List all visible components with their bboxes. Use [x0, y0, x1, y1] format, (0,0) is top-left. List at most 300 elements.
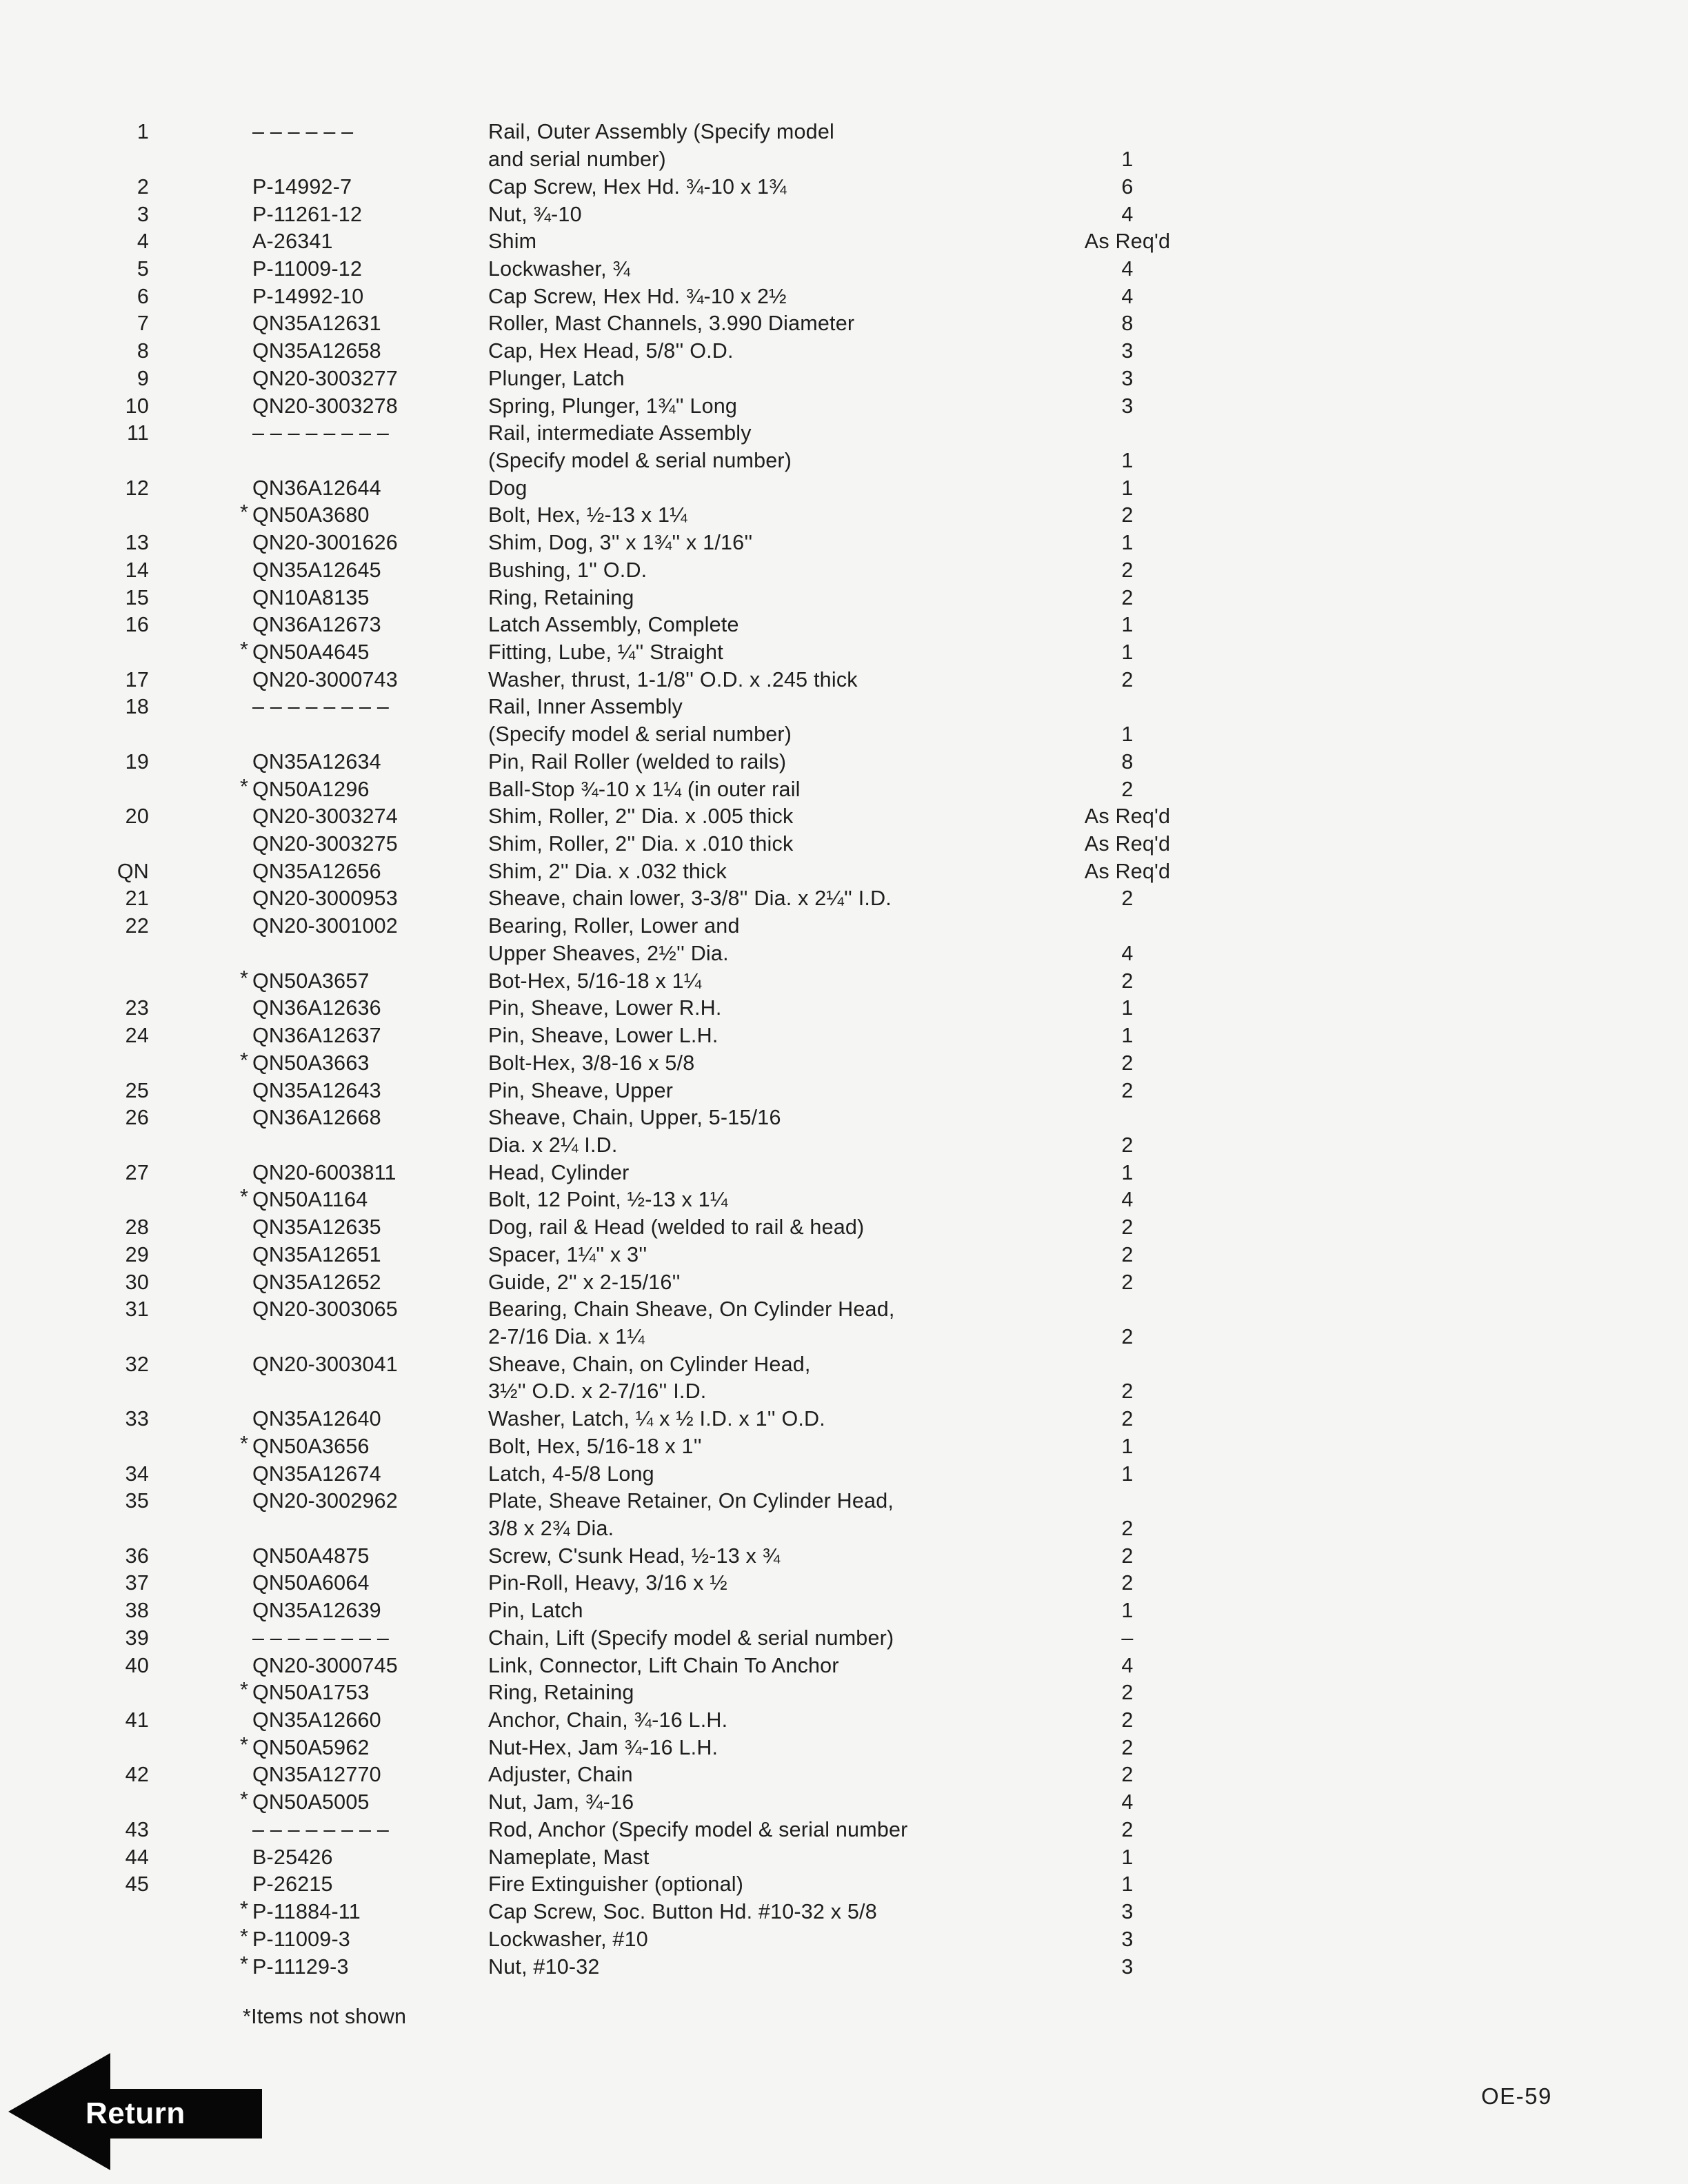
cell-quantity: 3 [1121, 1927, 1134, 1951]
cell-part-number [252, 750, 483, 774]
cell-quantity: 1 [1121, 476, 1134, 500]
cell-description: Fitting, Lube, ¼'' Straight [488, 640, 723, 665]
cell-item-number: 7 [137, 312, 149, 336]
part-number-text: QN50A4645 [252, 640, 370, 665]
cell-quantity: 2 [1121, 585, 1134, 609]
cell-item-number: 33 [125, 1407, 149, 1431]
part-number-text: A-26341 [252, 230, 333, 254]
table-row [0, 365, 1196, 392]
cell-description: Dog, rail & Head (welded to rail & head) [488, 1215, 865, 1240]
not-shown-star-marker: * [240, 1788, 249, 1812]
cell-item-number: 4 [137, 230, 149, 254]
cell-quantity: 1 [1121, 531, 1134, 555]
cell-part-number [252, 1215, 483, 1240]
table-row [0, 1022, 1196, 1050]
cell-item-number: 18 [125, 695, 149, 719]
cell-description: Bolt, 12 Point, ½-13 x 1¼ [488, 1188, 728, 1212]
not-shown-star-marker: * [240, 1952, 249, 1976]
cell-item-number: 37 [125, 1571, 149, 1595]
table-row [0, 1159, 1196, 1186]
cell-description: Dia. x 2¼ I.D. [488, 1133, 618, 1157]
cell-part-number [240, 501, 483, 527]
table-row [0, 173, 1196, 201]
cell-item-number: 29 [125, 1242, 149, 1266]
cell-quantity: 1 [1121, 722, 1134, 747]
part-number-text: P-26215 [252, 1872, 333, 1897]
cell-description: Pin, Sheave, Lower R.H. [488, 996, 722, 1020]
cell-part-number [252, 1271, 483, 1295]
table-row [0, 1324, 1196, 1351]
cell-quantity: 4 [1121, 1188, 1134, 1212]
return-button[interactable] [8, 2053, 262, 2170]
cell-part-number [252, 1353, 483, 1377]
cell-part-number [252, 914, 483, 938]
table-row [0, 256, 1196, 283]
cell-description: Bearing, Chain Sheave, On Cylinder Head, [488, 1297, 895, 1322]
cell-item-number: 23 [125, 996, 149, 1020]
cell-quantity: 1 [1121, 1462, 1134, 1486]
table-row [0, 1351, 1196, 1378]
not-shown-star-marker: * [240, 774, 249, 798]
cell-part-number [252, 175, 483, 199]
cell-description: Shim, 2'' Dia. x .032 thick [488, 859, 727, 883]
cell-part-number [252, 1654, 483, 1678]
cell-description: Nameplate, Mast [488, 1845, 650, 1869]
cell-description: (Specify model & serial number) [488, 448, 792, 472]
part-number-text: QN20-3003065 [252, 1297, 398, 1322]
cell-part-number [252, 1544, 483, 1568]
cell-description: Nut, Jam, ¾-16 [488, 1790, 634, 1814]
cell-part-number [252, 1872, 483, 1897]
table-row [0, 1077, 1196, 1104]
table-row [0, 1570, 1196, 1597]
return-button-label: Return [86, 2096, 185, 2130]
cell-item-number: 14 [125, 558, 149, 582]
table-row [0, 310, 1196, 338]
cell-item-number: 6 [137, 284, 149, 308]
part-number-text: QN35A12634 [252, 749, 381, 774]
part-number-text: QN50A3656 [252, 1434, 370, 1458]
cell-part-number [240, 1678, 483, 1705]
table-row [0, 1406, 1196, 1433]
table-row [0, 1268, 1196, 1296]
cell-part-number [252, 1024, 483, 1048]
part-number-text: QN20-3003275 [252, 832, 398, 856]
table-row [0, 995, 1196, 1022]
cell-quantity: 1 [1121, 148, 1134, 172]
cell-description: Upper Sheaves, 2½'' Dia. [488, 941, 729, 965]
cell-description: Cap Screw, Hex Hd. ¾-10 x 2½ [488, 284, 787, 308]
part-number-text: QN50A5005 [252, 1790, 370, 1814]
part-number-text: P-11009-3 [252, 1927, 350, 1951]
cell-quantity: 2 [1121, 503, 1134, 527]
cell-quantity: 6 [1121, 174, 1134, 199]
cell-description: and serial number) [488, 148, 666, 172]
part-number-text: QN35A12640 [252, 1407, 381, 1431]
cell-description: Pin, Sheave, Lower L.H. [488, 1024, 719, 1048]
table-row [0, 228, 1196, 256]
cell-item-number: 36 [125, 1544, 149, 1568]
cell-quantity: 2 [1121, 1133, 1134, 1157]
cell-description: Dog [488, 476, 528, 500]
part-number-text: QN35A12651 [252, 1242, 381, 1266]
table-row [0, 474, 1196, 502]
cell-description: Rail, Outer Assembly (Specify model [488, 120, 834, 144]
cell-quantity: 1 [1121, 1872, 1134, 1897]
part-number-text: QN20-3001626 [252, 531, 398, 555]
cell-part-number [252, 1846, 483, 1870]
cell-quantity: 1 [1121, 1434, 1134, 1458]
part-number-text: – – – – – – – – [252, 695, 390, 719]
cell-item-number: 13 [125, 531, 149, 555]
cell-part-number [252, 1462, 483, 1486]
cell-quantity: 3 [1121, 366, 1134, 390]
cell-part-number [240, 1788, 483, 1814]
not-shown-star-marker: * [240, 1048, 249, 1072]
part-number-text: QN35A12635 [252, 1215, 381, 1240]
table-row [0, 721, 1196, 749]
cell-quantity: 2 [1121, 1051, 1134, 1075]
cell-item-number: 43 [125, 1817, 149, 1841]
table-row [0, 858, 1196, 885]
cell-description: Plunger, Latch [488, 366, 625, 390]
cell-quantity: 2 [1121, 1735, 1134, 1759]
cell-part-number [252, 421, 483, 445]
cell-quantity: 1 [1121, 640, 1134, 665]
cell-description: Bolt-Hex, 3/8-16 x 5/8 [488, 1051, 695, 1075]
cell-item-number: 24 [125, 1024, 149, 1048]
cell-item-number: 2 [137, 174, 149, 199]
cell-quantity: 4 [1121, 256, 1134, 281]
cell-description: Sheave, Chain, Upper, 5-15/16 [488, 1106, 781, 1130]
cell-part-number [252, 285, 483, 309]
part-number-text: QN20-3002962 [252, 1489, 398, 1513]
table-row [0, 119, 1196, 146]
cell-description: Shim [488, 230, 537, 254]
cell-description: Latch Assembly, Complete [488, 613, 739, 637]
part-number-text: P-11884-11 [252, 1900, 361, 1924]
part-number-text: QN20-3003278 [252, 394, 398, 418]
cell-quantity: 3 [1121, 1954, 1134, 1979]
part-number-text: QN20-3000743 [252, 667, 398, 691]
cell-quantity: 2 [1121, 1215, 1134, 1240]
part-number-text: QN50A1296 [252, 777, 370, 801]
part-number-text: – – – – – – [252, 120, 354, 144]
table-row [0, 584, 1196, 611]
cell-description: Latch, 4-5/8 Long [488, 1462, 654, 1486]
cell-item-number: 39 [125, 1626, 149, 1650]
part-number-text: QN35A12643 [252, 1078, 381, 1102]
table-row [0, 1707, 1196, 1735]
cell-quantity: 4 [1121, 202, 1134, 226]
cell-part-number [252, 230, 483, 254]
cell-description: Guide, 2'' x 2-15/16'' [488, 1270, 681, 1294]
cell-description: Bolt, Hex, ½-13 x 1¼ [488, 503, 687, 527]
cell-quantity: 2 [1121, 667, 1134, 691]
cell-description: Link, Connector, Lift Chain To Anchor [488, 1653, 839, 1677]
table-row [0, 1378, 1196, 1406]
cell-quantity: 2 [1121, 969, 1134, 993]
part-number-text: QN50A1753 [252, 1681, 370, 1705]
part-number-text: QN50A3657 [252, 969, 370, 993]
cell-description: Rod, Anchor (Specify model & serial number [488, 1817, 908, 1841]
cell-part-number [240, 1952, 483, 1979]
cell-quantity: 1 [1121, 1845, 1134, 1869]
part-number-text: QN35A12674 [252, 1462, 381, 1486]
table-row [0, 529, 1196, 557]
cell-quantity: 8 [1121, 749, 1134, 774]
part-number-text: QN20-3001002 [252, 914, 398, 938]
cell-description: Ball-Stop ¾-10 x 1¼ (in outer rail [488, 777, 801, 801]
table-row [0, 1789, 1196, 1817]
cell-description: Pin, Latch [488, 1599, 583, 1623]
cell-quantity: 2 [1121, 1763, 1134, 1787]
cell-part-number [252, 1626, 483, 1650]
table-row [0, 201, 1196, 228]
cell-description: Ring, Retaining [488, 1681, 634, 1705]
cell-part-number [240, 1048, 483, 1075]
parts-table-body [0, 119, 1196, 1981]
cell-quantity: 1 [1121, 448, 1134, 472]
part-number-text: P-11009-12 [252, 256, 363, 281]
cell-description: 2-7/16 Dia. x 1¼ [488, 1324, 645, 1348]
cell-part-number [252, 1106, 483, 1130]
table-row [0, 1515, 1196, 1543]
page-number: OE-59 [1481, 2083, 1552, 2109]
cell-description: Fire Extinguisher (optional) [488, 1872, 744, 1897]
table-row [0, 146, 1196, 174]
part-number-text: QN35A12660 [252, 1708, 381, 1732]
cell-part-number [252, 312, 483, 336]
cell-item-number: 20 [125, 805, 149, 829]
cell-description: Sheave, Chain, on Cylinder Head, [488, 1352, 811, 1376]
cell-quantity: 2 [1121, 1242, 1134, 1266]
table-row [0, 1049, 1196, 1077]
cell-part-number [252, 1079, 483, 1103]
cell-description: Nut-Hex, Jam ¾-16 L.H. [488, 1735, 719, 1759]
cell-description: Rail, Inner Assembly [488, 695, 683, 719]
cell-quantity: 2 [1121, 558, 1134, 582]
cell-part-number [252, 1297, 483, 1322]
cell-quantity: 2 [1121, 1681, 1134, 1705]
part-number-text: QN36A12637 [252, 1024, 381, 1048]
table-row [0, 749, 1196, 776]
table-row [0, 940, 1196, 968]
cell-part-number [252, 257, 483, 281]
part-number-text: QN20-3003277 [252, 366, 398, 390]
cell-quantity: 2 [1121, 1078, 1134, 1102]
cell-quantity: 1 [1121, 613, 1134, 637]
cell-quantity: 2 [1121, 1571, 1134, 1595]
cell-description: Anchor, Chain, ¾-16 L.H. [488, 1708, 728, 1732]
part-number-text: QN35A12770 [252, 1763, 381, 1787]
cell-part-number [252, 805, 483, 829]
table-row [0, 420, 1196, 447]
cell-part-number [240, 966, 483, 993]
table-row [0, 803, 1196, 831]
cell-item-number: 12 [125, 476, 149, 500]
table-row [0, 694, 1196, 721]
cell-part-number [252, 695, 483, 719]
not-shown-star-marker: * [240, 1924, 249, 1948]
cell-part-number [252, 1489, 483, 1513]
part-number-text: QN20-3003041 [252, 1352, 398, 1376]
cell-part-number [252, 558, 483, 583]
cell-item-number: 1 [137, 120, 149, 144]
cell-item-number: 45 [125, 1872, 149, 1897]
cell-item-number: 11 [126, 421, 149, 445]
cell-part-number [252, 203, 483, 227]
table-row [0, 1132, 1196, 1160]
part-number-text: P-11129-3 [252, 1954, 349, 1979]
table-row [0, 1761, 1196, 1789]
cell-description: Nut, #10-32 [488, 1954, 600, 1979]
cell-item-number: 28 [125, 1215, 149, 1240]
cell-part-number [252, 613, 483, 637]
table-row [0, 1652, 1196, 1679]
cell-quantity: 1 [1121, 1160, 1134, 1184]
cell-part-number [252, 339, 483, 363]
table-row [0, 639, 1196, 667]
table-row [0, 1625, 1196, 1652]
cell-part-number [252, 1571, 483, 1595]
part-number-text: QN35A12645 [252, 558, 381, 582]
cell-description: Plate, Sheave Retainer, On Cylinder Head, [488, 1489, 894, 1513]
cell-quantity: 4 [1121, 1653, 1134, 1677]
cell-item-number: 22 [125, 914, 149, 938]
part-number-text: QN10A8135 [252, 585, 370, 609]
cell-part-number [240, 1185, 483, 1212]
part-number-text: QN36A12668 [252, 1106, 381, 1130]
cell-item-number: 3 [137, 202, 149, 226]
cell-part-number [252, 394, 483, 418]
cell-item-number: 41 [125, 1708, 149, 1732]
cell-quantity: 2 [1121, 1270, 1134, 1294]
cell-description: (Specify model & serial number) [488, 722, 792, 747]
not-shown-star-marker: * [240, 1678, 249, 1702]
cell-item-number: 16 [125, 613, 149, 637]
table-row [0, 1460, 1196, 1488]
cell-item-number: 25 [125, 1078, 149, 1102]
part-number-text: QN50A4875 [252, 1544, 370, 1568]
part-number-text: – – – – – – – – [252, 1626, 390, 1650]
cell-item-number: 38 [125, 1599, 149, 1623]
cell-quantity: 2 [1121, 1708, 1134, 1732]
cell-quantity: 2 [1121, 887, 1134, 911]
cell-part-number [252, 586, 483, 610]
table-row [0, 502, 1196, 529]
cell-description: Shim, Roller, 2'' Dia. x .005 thick [488, 805, 794, 829]
cell-item-number: QN [117, 859, 149, 883]
cell-part-number [252, 887, 483, 911]
cell-quantity: As Req'd [1084, 859, 1171, 883]
cell-quantity: 4 [1121, 284, 1134, 308]
cell-quantity: 2 [1121, 777, 1134, 801]
table-row [0, 666, 1196, 694]
cell-quantity: 8 [1121, 312, 1134, 336]
cell-quantity: 1 [1121, 996, 1134, 1020]
cell-part-number [252, 1599, 483, 1623]
table-row [0, 283, 1196, 310]
cell-description: Cap Screw, Soc. Button Hd. #10-32 x 5/8 [488, 1900, 877, 1924]
table-row [0, 557, 1196, 585]
cell-quantity: As Req'd [1084, 832, 1171, 856]
table-row [0, 392, 1196, 420]
table-row [0, 1214, 1196, 1242]
table-row [0, 1734, 1196, 1761]
cell-item-number: 35 [125, 1489, 149, 1513]
cell-part-number [240, 1924, 483, 1952]
table-row [0, 1817, 1196, 1844]
part-number-text: QN35A12631 [252, 312, 381, 336]
cell-quantity: 2 [1121, 1817, 1134, 1841]
cell-quantity: 4 [1121, 1790, 1134, 1814]
cell-description: Cap, Hex Head, 5/8'' O.D. [488, 339, 734, 363]
cell-quantity: 3 [1121, 339, 1134, 363]
cell-item-number: 17 [125, 667, 149, 691]
cell-description: Shim, Dog, 3'' x 1¾'' x 1/16'' [488, 531, 753, 555]
cell-part-number [240, 1431, 483, 1459]
cell-description: Nut, ¾-10 [488, 202, 582, 226]
part-number-text: QN20-3000953 [252, 887, 398, 911]
cell-quantity: As Req'd [1084, 230, 1171, 254]
cell-part-number [252, 996, 483, 1020]
cell-part-number [252, 1243, 483, 1267]
part-number-text: QN35A12652 [252, 1270, 381, 1294]
not-shown-star-marker: * [240, 1431, 249, 1455]
part-number-text: QN35A12656 [252, 859, 381, 883]
cell-item-number: 10 [125, 394, 149, 418]
cell-item-number: 32 [125, 1352, 149, 1376]
cell-quantity: 2 [1121, 1379, 1134, 1404]
cell-part-number [252, 120, 483, 144]
not-shown-star-marker: * [240, 966, 249, 990]
cell-description: Pin, Sheave, Upper [488, 1078, 674, 1102]
cell-part-number [240, 1732, 483, 1760]
cell-description: Screw, C'sunk Head, ½-13 x ¾ [488, 1544, 781, 1568]
cell-quantity: 1 [1121, 1024, 1134, 1048]
cell-part-number [240, 1897, 483, 1924]
part-number-text: QN36A12636 [252, 996, 381, 1020]
cell-description: Lockwasher, #10 [488, 1927, 648, 1951]
table-row [0, 1953, 1196, 1981]
table-row [0, 1542, 1196, 1570]
table-row [0, 1597, 1196, 1625]
cell-part-number [252, 531, 483, 555]
table-row [0, 1186, 1196, 1214]
cell-quantity: 2 [1121, 1407, 1134, 1431]
cell-item-number: 5 [137, 256, 149, 281]
cell-description: Rail, intermediate Assembly [488, 421, 752, 445]
cell-description: Ring, Retaining [488, 585, 634, 609]
cell-quantity: 2 [1121, 1517, 1134, 1541]
cell-description: Washer, thrust, 1-1/8'' O.D. x .245 thick [488, 667, 858, 691]
part-number-text: P-11261-12 [252, 202, 363, 226]
cell-quantity: 1 [1121, 1599, 1134, 1623]
cell-description: Bearing, Roller, Lower and [488, 914, 740, 938]
cell-part-number [252, 1818, 483, 1842]
cell-quantity: 2 [1121, 1324, 1134, 1348]
table-row [0, 913, 1196, 940]
table-row [0, 1871, 1196, 1899]
cell-quantity: As Req'd [1084, 805, 1171, 829]
table-row [0, 1241, 1196, 1268]
cell-description: 3/8 x 2¾ Dia. [488, 1517, 614, 1541]
cell-description: Shim, Roller, 2'' Dia. x .010 thick [488, 832, 794, 856]
part-number-text: B-25426 [252, 1845, 333, 1869]
cell-item-number: 15 [125, 585, 149, 609]
table-row [0, 611, 1196, 639]
